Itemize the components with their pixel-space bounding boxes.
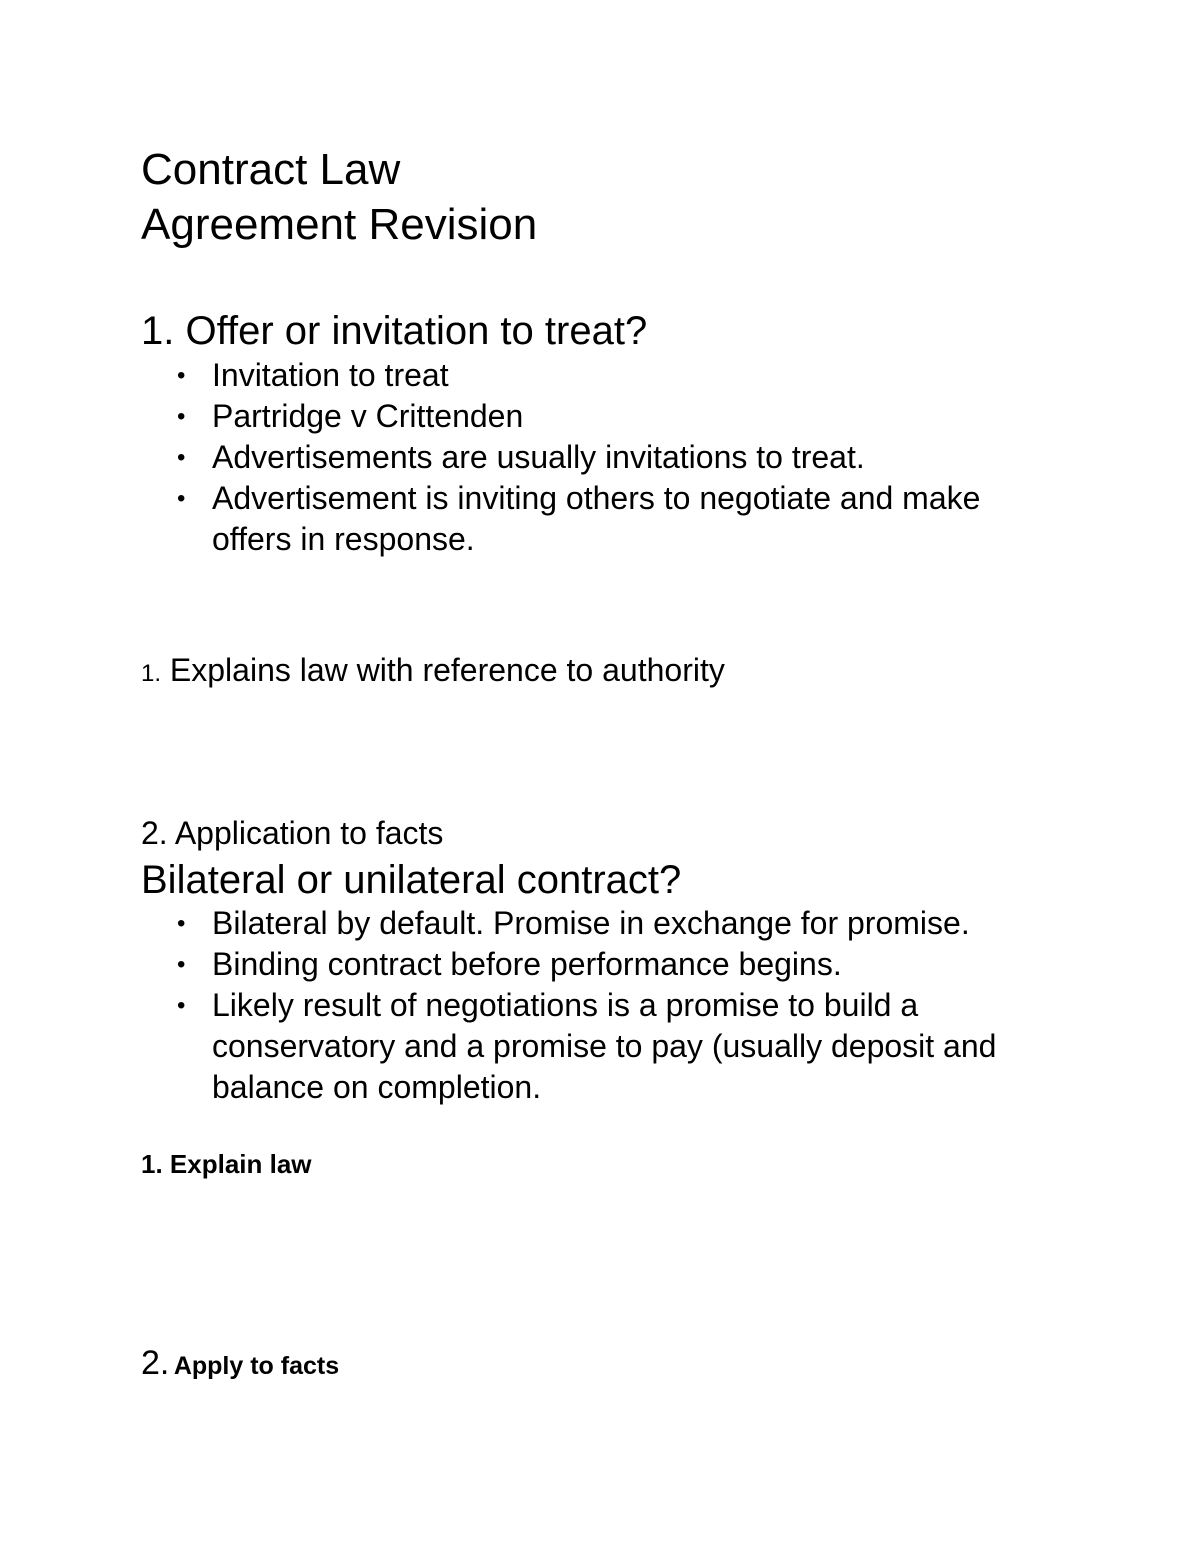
bullet-text: Advertisements are usually invitations to treat. <box>212 439 865 475</box>
list-item <box>177 437 1072 478</box>
section2-note2 <box>141 1346 339 1380</box>
note-text: Apply to facts <box>173 1352 340 1380</box>
section1-heading: 1. Offer or invitation to treat? <box>141 309 648 353</box>
note-text: Explains law with reference to authority <box>169 652 725 688</box>
bullet-text: Partridge v Crittenden <box>212 398 524 434</box>
list-item <box>177 944 1072 985</box>
bullet-text: Bilateral by default. Promise in exchange for promise. <box>212 905 970 941</box>
section2-bullet-list <box>177 903 1072 1108</box>
note-number: 2. <box>141 1344 170 1382</box>
section1-bullet-list <box>177 355 1072 560</box>
bullet-icon: • <box>177 444 186 471</box>
list-item <box>177 355 1072 396</box>
bullet-icon: • <box>177 910 186 937</box>
document-subtitle: Agreement Revision <box>141 200 538 249</box>
list-item <box>177 903 972 944</box>
note-number: 1. <box>141 660 162 687</box>
bullet-text: Advertisement is inviting others to negotiate and make offers in response. <box>212 480 981 557</box>
section1-note <box>141 654 725 686</box>
section2-note1: 1. Explain law <box>141 1149 312 1179</box>
bullet-icon: • <box>177 403 186 430</box>
list-item <box>177 396 1072 437</box>
bullet-icon: • <box>177 951 186 978</box>
bullet-text: Likely result of negotiations is a promise to build a conservatory and a promise to pay (usually deposit and balance on completion. <box>212 987 997 1105</box>
list-item <box>177 985 1052 1108</box>
bullet-icon: • <box>177 992 186 1019</box>
section1-application: 2. Application to facts <box>141 815 444 851</box>
section2-heading: Bilateral or unilateral contract? <box>141 858 682 902</box>
bullet-text: Binding contract before performance begins. <box>212 946 842 982</box>
bullet-text: Invitation to treat <box>212 357 449 393</box>
list-item <box>177 478 1052 560</box>
document-title: Contract Law <box>141 145 401 194</box>
bullet-icon: • <box>177 362 186 389</box>
bullet-icon: • <box>177 485 186 512</box>
